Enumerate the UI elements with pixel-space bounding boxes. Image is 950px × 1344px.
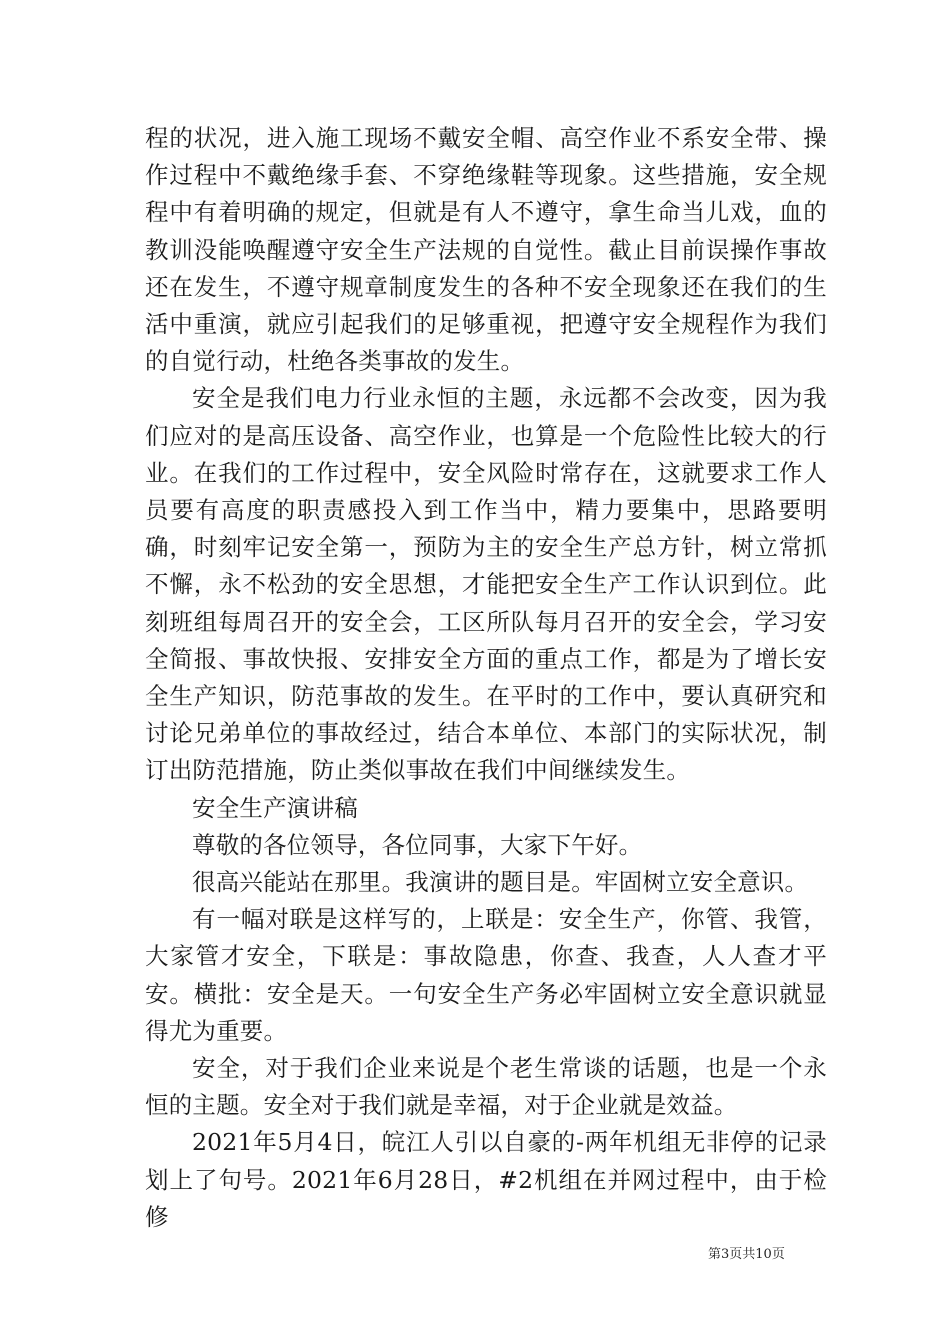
paragraph: 程的状况，进入施工现场不戴安全帽、高空作业不系安全带、操作过程中不戴绝缘手套、不穿绝缘鞋等现象。这些措施，安全规程中有着明确的规定，但就是有人不遵守，拿生命当儿戏，血的教训没能唤醒遵守安全生产法规的自觉性。截止目前误操作事故还在发生，不遵守规章制度发生的各种不安全现象还在我们的生活中重演，就应引起我们的足够重视，把遵守安全规程作为我们的自觉行动，杜绝各类事故的发生。 [145, 124, 827, 376]
document-body [145, 120, 827, 1236]
paragraph: 2021年5月4日，皖江人引以自豪的-两年机组无非停的记录划上了句号。2021年6月28日，#2机组在并网过程中，由于检修 [145, 1128, 827, 1231]
paragraph: 安全是我们电力行业永恒的主题，永远都不会改变，因为我们应对的是高压设备、高空作业，也算是一个危险性比较大的行业。在我们的工作过程中，安全风险时常存在，这就要求工作人员要有高度的职责感投入到工作当中，精力要集中，思路要明确，时刻牢记安全第一，预防为主的安全生产总方针，树立常抓不懈，永不松劲的安全思想，才能把安全生产工作认识到位。此刻班组每周召开的安全会，工区所队每月召开的安全会，学习安全简报、事故快报、安排安全方面的重点工作，都是为了增长安全生产知识，防范事故的发生。在平时的工作中，要认真研究和讨论兄弟单位的事故经过，结合本单位、本部门的实际状况，制订出防范措施，防止类似事故在我们中间继续发生。 [145, 384, 827, 785]
paragraph: 安全，对于我们企业来说是个老生常谈的话题，也是一个永恒的主题。安全对于我们就是幸福，对于企业就是效益。 [145, 1054, 827, 1120]
paragraph: 有一幅对联是这样写的，上联是：安全生产，你管、我管，大家管才安全，下联是：事故隐患，你查、我查，人人查才平安。横批：安全是天。一句安全生产务必牢固树立安全意识就显得尤为重要。 [145, 905, 827, 1045]
page-number-footer: 第3页共10页 [708, 1247, 785, 1262]
section-heading: 安全生产演讲稿 [192, 793, 358, 822]
paragraph: 很高兴能站在那里。我演讲的题目是。牢固树立安全意识。 [192, 868, 809, 897]
paragraph: 尊敬的各位领导，各位同事，大家下午好。 [192, 830, 643, 859]
